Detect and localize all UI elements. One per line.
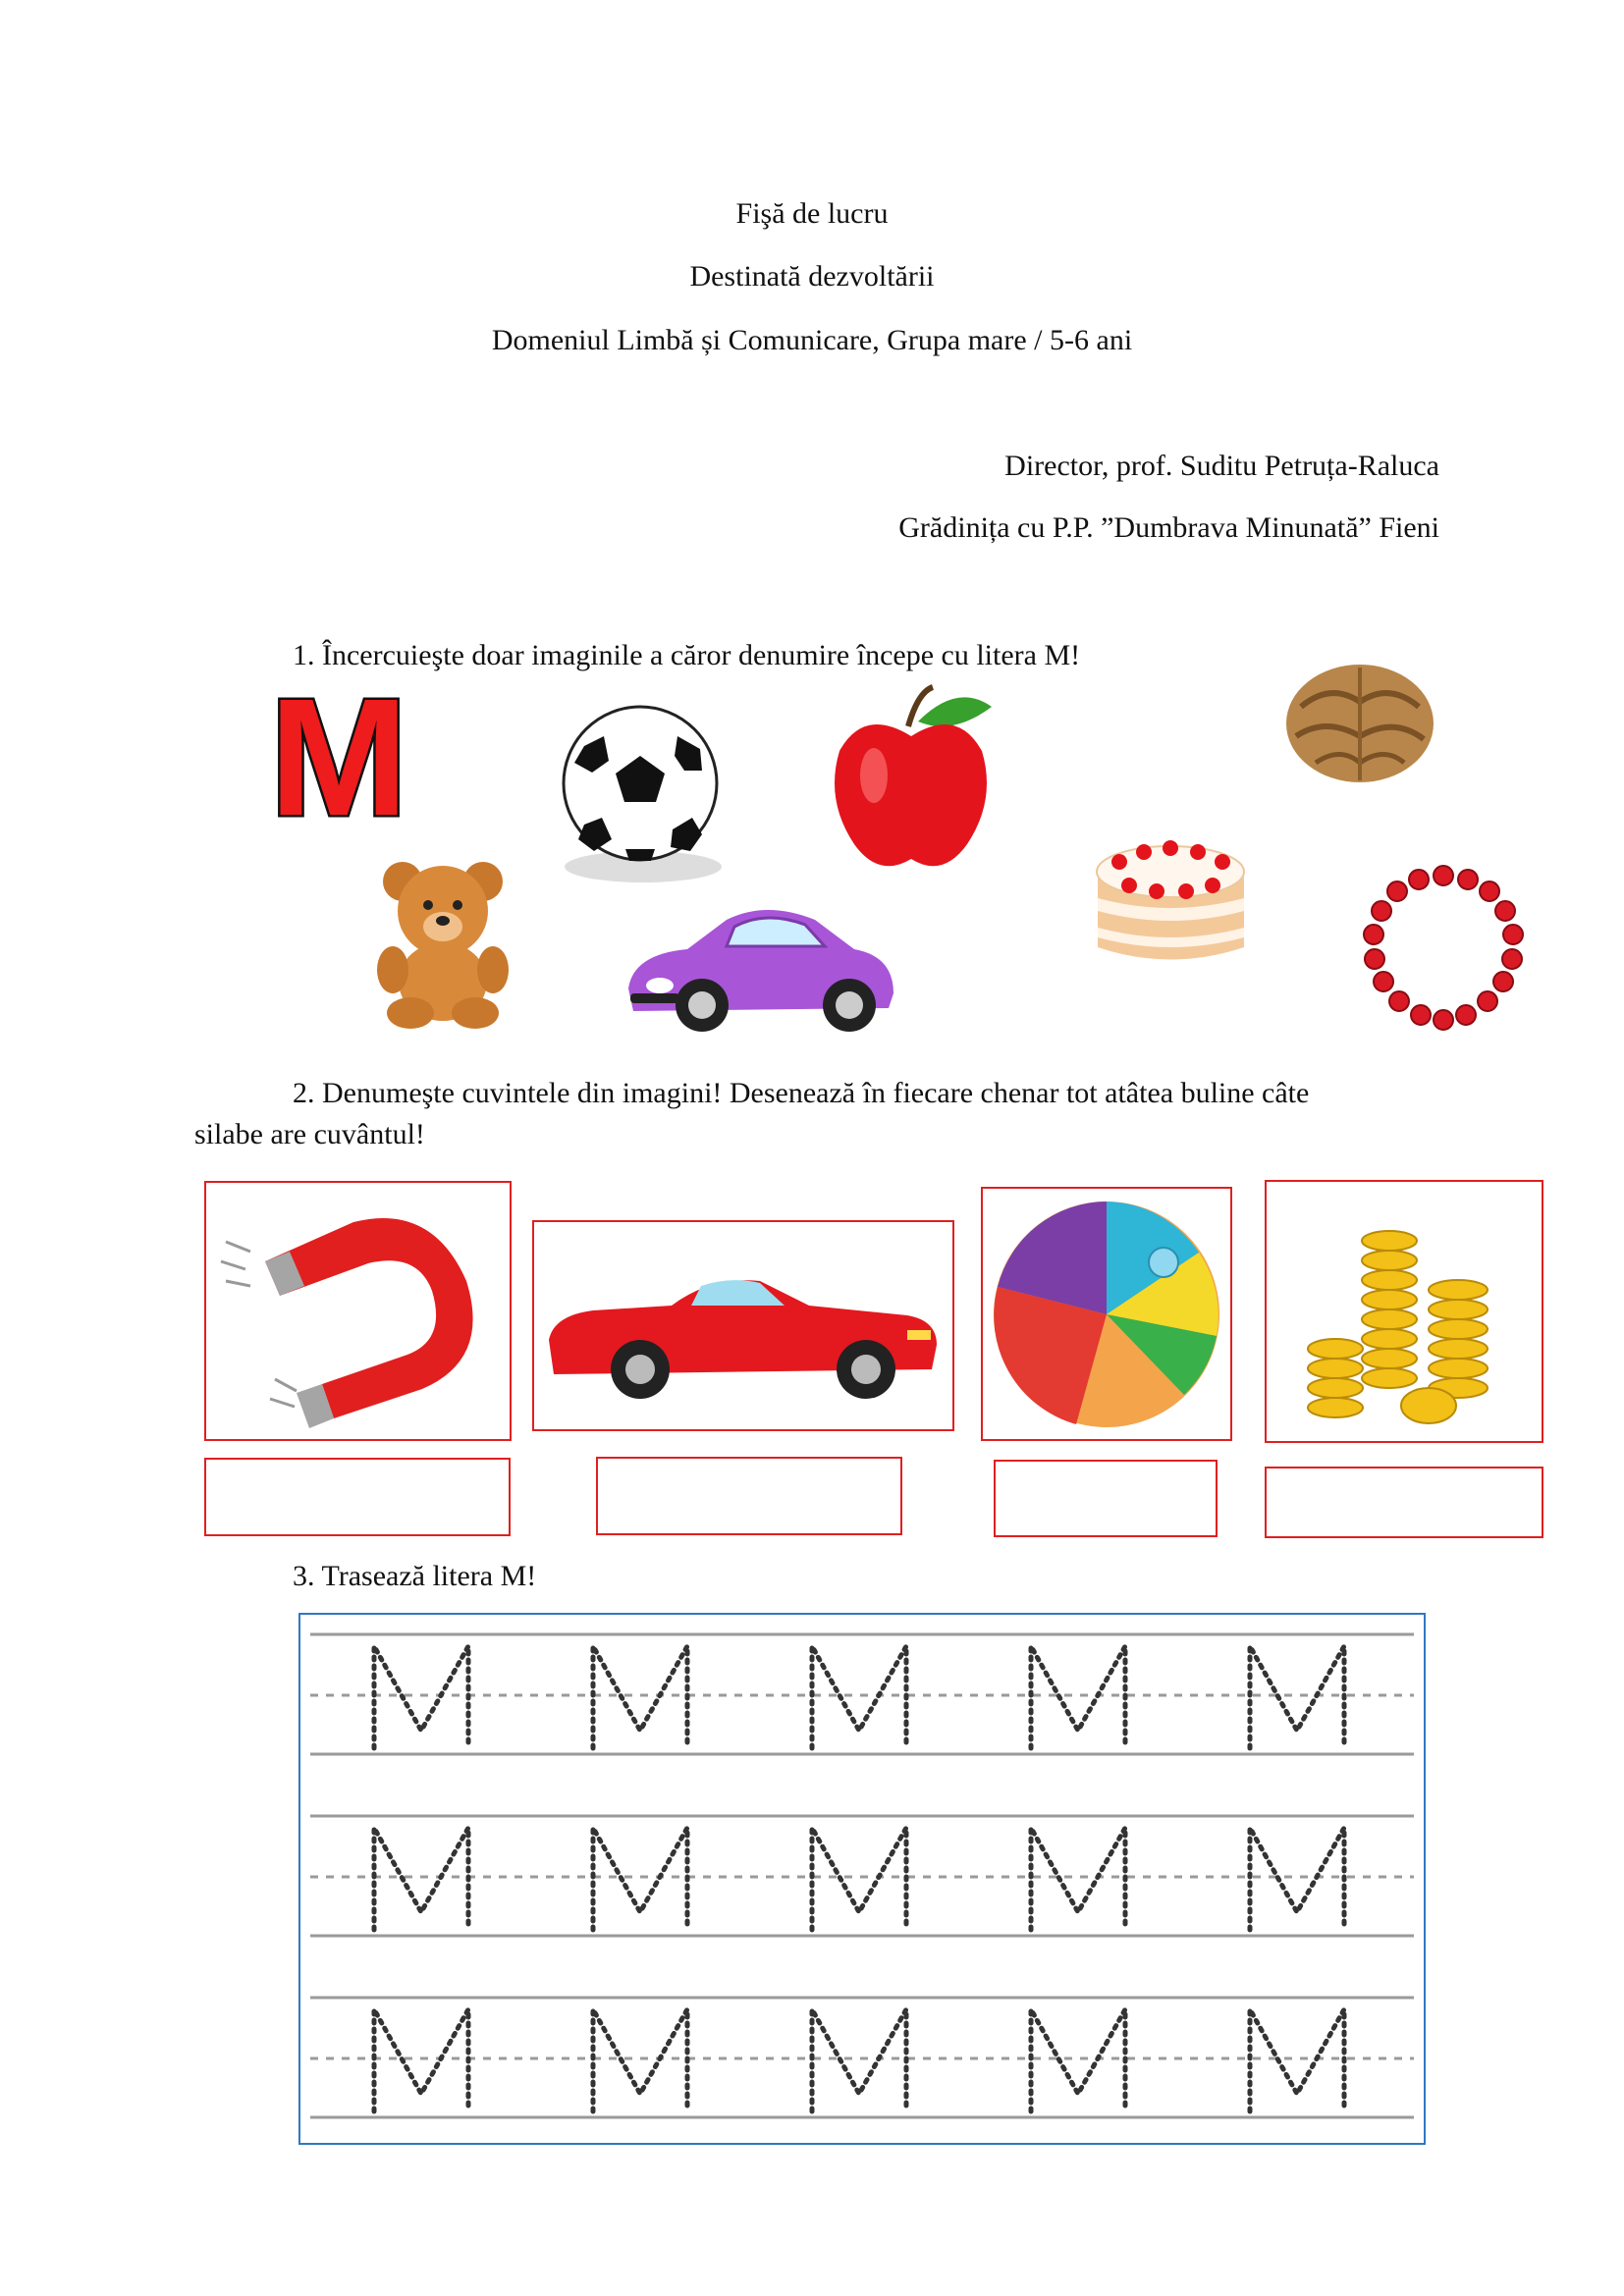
picture-box-car [532, 1220, 954, 1431]
cake-icon [1090, 825, 1252, 977]
trace-letter-m[interactable] [812, 2009, 906, 2111]
syllable-box-1[interactable] [204, 1458, 511, 1536]
tracing-lines [300, 1615, 1424, 2143]
trace-letter-m[interactable] [812, 1828, 906, 1930]
beach-ball-icon [983, 1189, 1230, 1439]
task1-instruction: 1. Încercuieşte doar imaginile a căror denumire începe cu litera M! [293, 639, 1081, 671]
worksheet-subtitle: Destinată dezvoltării [689, 260, 935, 293]
letter-m-text: M [269, 682, 408, 829]
magnet-icon [206, 1183, 510, 1439]
apple-icon [825, 682, 1001, 879]
coins-icon [1267, 1182, 1542, 1441]
worksheet-domain: Domeniul Limbă și Comunicare, Grupa mare / 5-6 ani [491, 324, 1133, 356]
picture-box-ball [981, 1187, 1232, 1441]
school-line: Grădinița cu P.P. ”Dumbrava Minunată” Fieni [898, 511, 1439, 544]
trace-letter-m[interactable] [593, 2009, 687, 2111]
picture-box-coins [1265, 1180, 1543, 1443]
tracing-area[interactable] [298, 1613, 1426, 2145]
worksheet-title: Fişă de lucru [735, 197, 889, 230]
syllable-box-3[interactable] [994, 1460, 1218, 1537]
trace-letter-m[interactable] [374, 2009, 468, 2111]
trace-letter-m[interactable] [374, 1828, 468, 1930]
purple-car-icon [619, 895, 903, 1038]
trace-letter-m[interactable] [812, 1646, 906, 1748]
soccer-ball-icon [555, 702, 727, 888]
trace-letter-m[interactable] [1031, 1828, 1125, 1930]
trace-letter-m[interactable] [1031, 2009, 1125, 2111]
syllable-box-2[interactable] [596, 1457, 902, 1535]
trace-letter-m[interactable] [593, 1828, 687, 1930]
teddy-bear-icon [363, 854, 525, 1031]
task2-instruction-line2: silabe are cuvântul! [194, 1118, 425, 1150]
trace-letter-m[interactable] [1250, 1646, 1344, 1748]
task2-instruction-line1: 2. Denumeşte cuvintele din imagini! Desenează în fiecare chenar tot atâtea buline câte [293, 1077, 1310, 1109]
letter-m-icon [250, 682, 427, 829]
director-line: Director, prof. Suditu Petruța-Raluca [1004, 450, 1439, 482]
syllable-box-4[interactable] [1265, 1467, 1543, 1538]
trace-letter-m[interactable] [593, 1646, 687, 1748]
trace-letter-m[interactable] [374, 1646, 468, 1748]
picture-box-magnet [204, 1181, 512, 1441]
trace-letter-m[interactable] [1250, 2009, 1344, 2111]
trace-letter-m[interactable] [1250, 1828, 1344, 1930]
task3-instruction: 3. Trasează litera M! [293, 1560, 537, 1592]
red-car-icon [534, 1222, 952, 1429]
trace-letter-m[interactable] [1031, 1646, 1125, 1748]
walnut-icon [1281, 653, 1438, 790]
bead-necklace-icon [1360, 862, 1527, 1034]
